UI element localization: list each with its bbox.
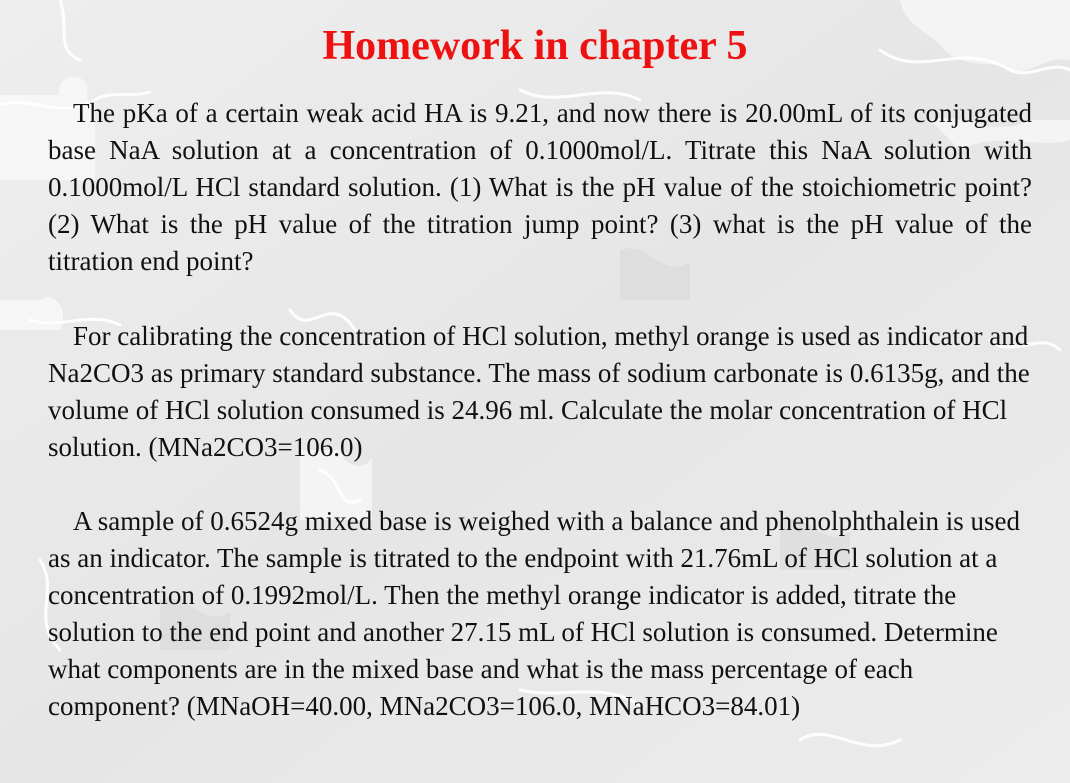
problem-2-text: For calibrating the concentration of HCl solution, methyl orange is used as indicator and Na2CO3 as primary standard substance. The mass of sodium carbonate is 0.6135g, and the volume of HCl solution consumed is 24.96 ml. Calculate the molar concentration of HCl solution. (MNa2CO3=106.0) — [48, 321, 1030, 462]
problem-1-text: The pKa of a certain weak acid HA is 9.21, and now there is 20.00mL of its conjugated base NaA solution at a concentration of 0.1000mol/L. Titrate this NaA solution with 0.1000mol/L HCl standard solution. (1) What is the pH value of the stoichiometric point? (2) What is the pH value of the titration jump point? (3) what is the pH value of the titration end point? — [48, 98, 1032, 276]
problem-3-text: A sample of 0.6524g mixed base is weighed with a balance and phenolphthalein is used as an indicator. The sample is titrated to the endpoint with 21.76mL of HCl solution at a concentration of 0.1992mol/L. Then the methyl orange indicator is added, titrate the solution to the end point and another 27.15 mL of HCl solution is consumed. Determine what components are in the mixed base and what is the mass percentage of each component? (MNaOH=40.00, MNa2CO3=106.0, MNaHCO3=84.01) — [48, 506, 1021, 721]
slide-title: Homework in chapter 5 — [322, 23, 748, 69]
